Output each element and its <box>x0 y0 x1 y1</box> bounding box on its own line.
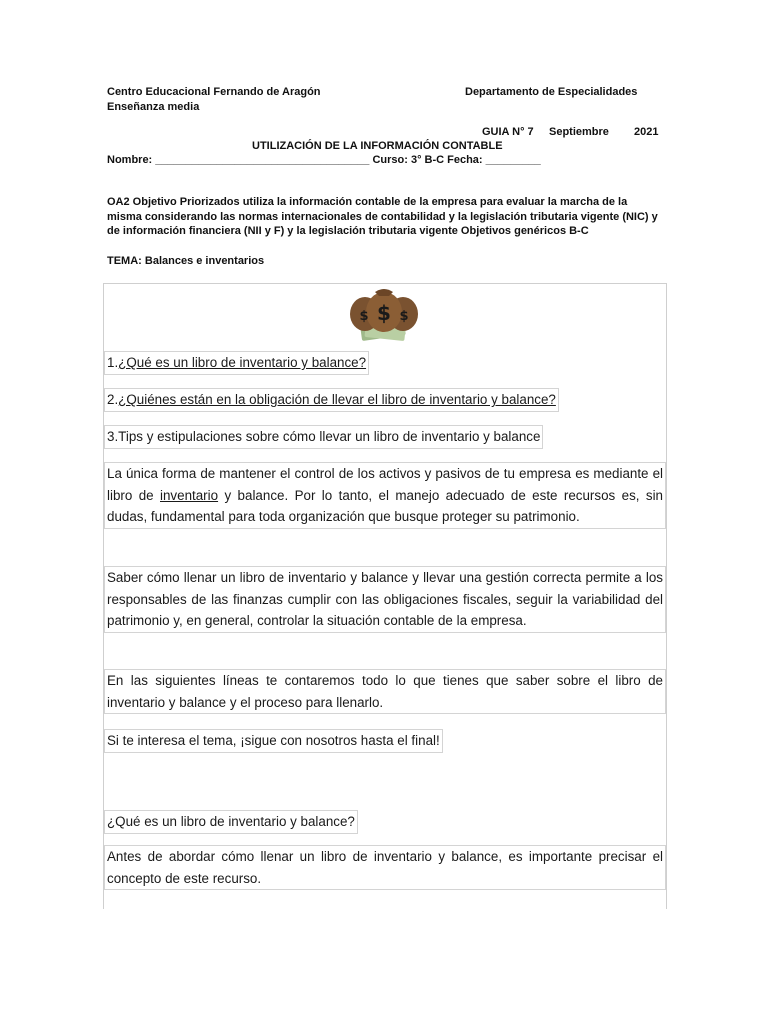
school-name: Centro Educacional Fernando de Aragón <box>107 86 321 98</box>
guide-year: 2021 <box>634 126 659 138</box>
topic-line: TEMA: Balances e inventarios <box>107 255 265 267</box>
question-2: 2.¿Quiénes están en la obligación de llevar el libro de inventario y balance? <box>104 388 559 412</box>
question-1: 1.¿Qué es un libro de inventario y balance? <box>104 351 369 375</box>
department-name: Departamento de Especialidades <box>465 86 638 98</box>
svg-text:$: $ <box>359 309 369 324</box>
paragraph-2: Saber cómo llenar un libro de inventario y balance y llevar una gestión correcta permite a los responsables de las finanzas cumplir con las obligaciones fiscales, seguir la variabilidad del patrimonio y, en general, controlar la situación contable de la empresa. <box>104 566 666 633</box>
question-3: 3.Tips y estipulaciones sobre cómo llevar un libro de inventario y balance <box>104 425 543 449</box>
svg-text:$: $ <box>399 309 409 324</box>
paragraph-5: Antes de abordar cómo llenar un libro de inventario y balance, es importante precisar el concepto de este recurso. <box>104 845 666 890</box>
objective-text: OA2 Objetivo Priorizados utiliza la información contable de la empresa para evaluar la marcha de la misma considerando las normas internacionales de contabilidad y la legislación tributaria vigente (NIC) y de información financiera (NII y F) y la legislación tributaria vigente Objetivos genéricos B-C <box>107 196 658 237</box>
svg-text:$: $ <box>377 301 391 325</box>
guide-month: Septiembre <box>549 126 609 138</box>
inventario-link[interactable]: inventario <box>160 487 219 503</box>
student-info-line: Nombre: ___________________________________ Curso: 3° B-C Fecha: _________ <box>107 154 541 166</box>
como-llenar-link-2[interactable]: cómo llenar un libro de inventario y balance <box>221 849 499 864</box>
document-title: UTILIZACIÓN DE LA INFORMACIÓN CONTABLE <box>252 140 503 152</box>
como-llenar-link[interactable]: cómo llenar un libro de inventario y balance <box>146 570 409 585</box>
paragraph-3: En las siguientes líneas te contaremos todo lo que tienes que saber sobre el libro de inventario y balance y el proceso para llenarlo. <box>104 669 666 714</box>
guide-number: GUIA N° 7 <box>482 126 534 138</box>
paragraph-4: Si te interesa el tema, ¡sigue con nosotros hasta el final! <box>104 729 443 753</box>
money-bags-icon <box>347 284 421 342</box>
education-level: Enseñanza media <box>107 101 200 113</box>
paragraph-1: La única forma de mantener el control de los activos y pasivos de tu empresa es mediante el libro de inventario y balance. Por lo tanto, el manejo adecuado de este recursos es, sin dudas, fundamental para toda organización que busque proteger su patrimonio. <box>104 462 666 529</box>
section-heading: ¿Qué es un libro de inventario y balance? <box>104 810 358 834</box>
